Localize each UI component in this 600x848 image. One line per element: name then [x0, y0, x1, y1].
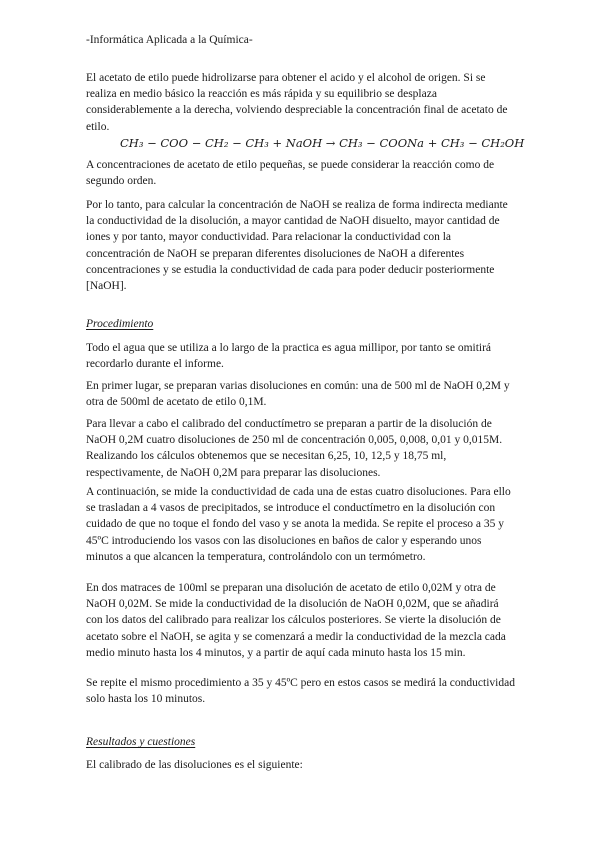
- procedimiento-paragraph-4: A continuación, se mide la conductividad de cada una de estas cuatro disoluciones. Para ello se trasladan a 4 vasos de precipitados, se introduce el conductímetro en la disolución con cuidado de que no toque el fondo del vaso y se anota la medida. Se repite el proceso a 35 y 45ºC introduciendo los vasos con las disoluciones en baños de calor y esperando unos minutos a que alcancen la temperatura, controlándolo con un termómetro.: [86, 486, 511, 563]
- procedimiento-paragraph-3: Para llevar a cabo el calibrado del conductímetro se preparan a partir de la disolución de NaOH 0,2M cuatro disoluciones de 250 ml de concentración 0,005, 0,008, 0,01 y 0,015M. Realizando los cálculos obtenemos que se necesitan 6,25, 10, 12,5 y 18,75 ml, respectivamente, de NaOH 0,2M para preparar las disoluciones.: [86, 418, 503, 479]
- resultados-paragraph-1: El calibrado de las disoluciones es el siguiente:: [86, 759, 303, 771]
- procedimiento-paragraph-1: Todo el agua que se utiliza a lo largo de la practica es agua millipor, por tanto se omitirá recordarlo durante el informe.: [86, 342, 492, 371]
- intro-paragraph-1: El acetato de etilo puede hidrolizarse para obtener el acido y el alcohol de origen. Si se realiza en medio básico la reacción es más rápida y su equilibrio se desplaza considerablemente a la derecha, volviendo despreciable la concentración final de acetato de etilo.: [86, 72, 508, 133]
- reaction-equation: CH₃ − COO − CH₂ − CH₃ + NaOH → CH₃ − COONa + CH₃ − CH₂OH: [120, 136, 525, 150]
- procedimiento-paragraph-2: En primer lugar, se preparan varias disoluciones en común: una de 500 ml de NaOH 0,2M y otra de 500ml de acetato de etilo 0,1M.: [86, 380, 510, 409]
- intro-paragraph-3: Por lo tanto, para calcular la concentración de NaOH se realiza de forma indirecta mediante la conductividad de la disolución, a mayor cantidad de NaOH disuelto, mayor cantidad de iones y por tanto, mayor conductividad. Para relacionar la conductividad con la concentración de NaOH se preparan diferentes disoluciones de NaOH a diferentes concentraciones y se estudia la conductividad de cada para poder deducir posteriormente [NaOH].: [86, 199, 508, 293]
- section-title-procedimiento: Procedimiento: [86, 318, 154, 330]
- intro-paragraph-2: A concentraciones de acetato de etilo pequeñas, se puede considerar la reacción como de segundo orden.: [86, 159, 495, 188]
- section-title-resultados: Resultados y cuestiones: [86, 736, 196, 748]
- procedimiento-paragraph-6: Se repite el mismo procedimiento a 35 y 45ºC pero en estos casos se medirá la conductividad solo hasta los 10 minutos.: [86, 677, 515, 706]
- procedimiento-paragraph-5: En dos matraces de 100ml se preparan una disolución de acetato de etilo 0,02M y otra de NaOH 0,02M. Se mide la conductividad de la disolución de NaOH 0,02M, que se añadirá con los datos del calibrado para realizar los cálculos posteriores. Se vierte la disolución de acetato sobre el NaOH, se agita y se comenzará a medir la conductividad de la mezcla cada medio minuto hasta los 4 minutos, y a partir de aquí cada minuto hasta los 15 min.: [86, 582, 506, 659]
- page-header: -Informática Aplicada a la Química-: [86, 34, 253, 46]
